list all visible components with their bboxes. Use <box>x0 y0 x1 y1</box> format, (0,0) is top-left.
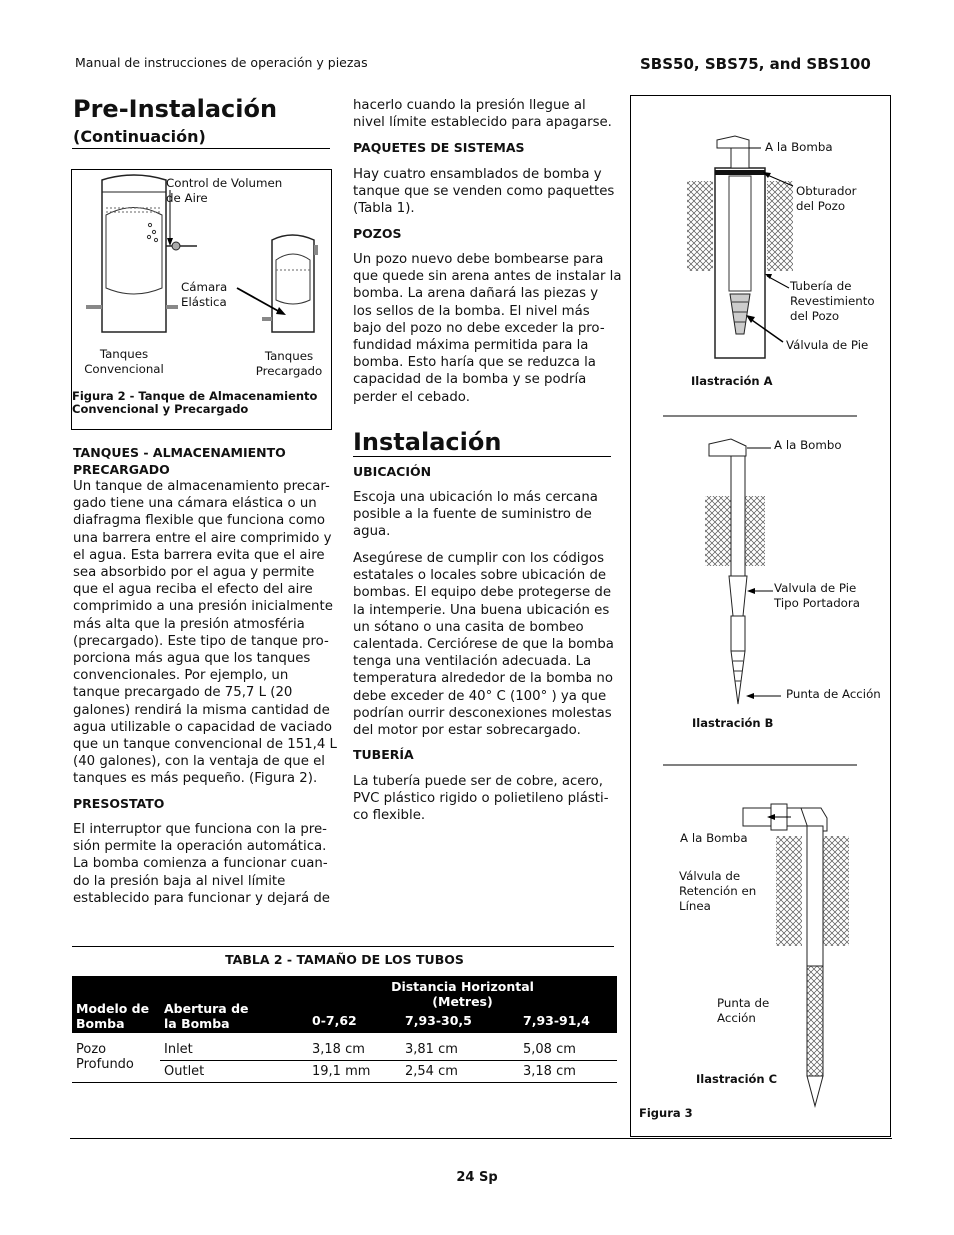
row-outlet-v2: 2,54 cm <box>405 1064 458 1079</box>
tanques-text-line: convencionales. Por ejemplo, un <box>73 668 289 684</box>
paquetes-text-line: tanque que se venden como paquettes <box>353 184 615 200</box>
tuberia-text-line: co flexible. <box>353 808 426 824</box>
pozos-text-line: fundidad máxima permitida para la <box>353 338 589 354</box>
tanques-text-line: (40 galones), con la ventaja de que el <box>73 754 326 770</box>
label-a-la-bombo: A la Bombo <box>774 438 842 452</box>
ubicacion-text2-line: un sótano o una casita de bombeo <box>353 619 584 635</box>
ubicacion-heading: UBICACIÓN <box>353 464 432 479</box>
ubicacion-text2-line: estatales o locales sobre ubicación de <box>353 568 607 584</box>
tanques-text-line: tanques es más pequeño. (Figura 2). <box>73 771 318 787</box>
label-obturador-2: del Pozo <box>796 199 846 213</box>
model-name-2: Profundo <box>76 1057 134 1072</box>
th-abertura-1: Abertura de <box>164 1001 249 1016</box>
label-tanques-conv-1: Tanques <box>99 347 149 361</box>
tanques-text-line: tanque precargado de 75,7 L (20 <box>73 685 293 701</box>
figure-2-box <box>71 169 332 430</box>
paquetes-text-line: Hay cuatro ensamblados de bomba y <box>353 167 602 182</box>
tanques-text-line: más alta que la presión atmosféria <box>73 616 305 632</box>
paquetes-text-line: (Tabla 1). <box>353 201 415 217</box>
figure-2-caption-2: Convencional y Precargado <box>72 402 249 416</box>
section-title-instalacion: Instalación <box>353 428 502 456</box>
presostato-text-line: establecido para funcionar y dejará de <box>73 890 330 906</box>
th-abertura-2: la Bomba <box>164 1016 230 1031</box>
tanques-text-line: comprimido a una presión inicialmente <box>73 599 333 615</box>
presostato-text-line: sión permite la operación automática. <box>73 839 327 855</box>
model-name-1: Pozo <box>76 1042 107 1057</box>
ubicacion-text2-line: podrían ourrir desconexiones molestas <box>353 705 612 721</box>
label-control-volumen-1: Control de Volumen <box>166 176 283 190</box>
row-inlet-v2: 3,81 cm <box>405 1042 458 1057</box>
tuberia-text-line: PVC plástico rigido o polietileno plásti- <box>353 791 609 807</box>
pozos-text-line: Un pozo nuevo debe bombearse para <box>353 252 604 267</box>
ubicacion-text2-line: del motor por estar sobrecargado. <box>353 723 581 739</box>
label-tuberia-rev-2: Revestimiento <box>790 294 875 308</box>
tanques-text-line: diafragma flexible que funciona como <box>73 513 326 529</box>
label-valvula-retencion-3: Línea <box>679 899 711 913</box>
pozos-text-line: los sellos de la bomba. El nivel más <box>353 303 590 319</box>
figure-3-caption: Figura 3 <box>639 1106 693 1120</box>
pipe-size-table <box>72 976 617 1083</box>
th-distancia-1: Distancia Horizontal <box>391 979 534 994</box>
section-title-preinstalacion: Pre-Instalación <box>73 95 278 123</box>
illustration-b-caption: Ilastración B <box>692 716 774 730</box>
tanques-heading-1: TANQUES - ALMACENAMIENTO <box>73 445 286 460</box>
figure-3-box <box>630 95 891 1137</box>
tanques-text-line: que el agua reciba el efecto del aire <box>73 582 313 598</box>
presostato-text-line: La bomba comienza a funcionar cuan- <box>73 856 328 872</box>
label-punta-accion-b: Punta de Acción <box>786 687 881 701</box>
ubicacion-text2-line: calentada. Cerciórese de que la bomba <box>353 637 614 653</box>
ubicacion-text2-line: temperatura alrededor de la bomba no <box>353 671 613 687</box>
pozos-text-line: capacidad de la bomba y se podría <box>353 372 587 388</box>
pozos-text-line: bomba. Esto haría que se reduzca la <box>353 355 596 371</box>
tanques-text-line: el agua. Esta barrera evita que el aire <box>73 547 325 563</box>
tanques-text-line: sea absorbido por el agua y permite <box>73 565 315 581</box>
row-outlet-v3: 3,18 cm <box>523 1064 576 1079</box>
label-valvula-retencion-2: Retención en <box>679 884 757 898</box>
th-modelo-2: Bomba <box>76 1016 125 1031</box>
th-col-2: 7,93-30,5 <box>401 1011 519 1033</box>
ubicacion-text2-line: bombas. El equipo debe protegerse de <box>353 585 612 601</box>
illustration-c-caption: Ilastración C <box>696 1072 778 1086</box>
tuberia-text-line: La tubería puede ser de cobre, acero, <box>353 774 603 789</box>
continuation-paragraph <box>353 97 612 131</box>
tanques-text-line: una barrera entre el aire comprimido y <box>73 530 332 546</box>
th-modelo-1: Modelo de <box>76 1001 150 1016</box>
ubicacion-text2-line: debe exceder de 40° C (100° ) ya que <box>353 688 607 704</box>
label-obturador-1: Obturador <box>796 184 857 198</box>
label-valvula-portadora-1: Valvula de Pie <box>774 581 857 595</box>
label-tuberia-rev-3: del Pozo <box>790 309 840 323</box>
presostato-paragraph <box>73 821 330 907</box>
pozos-text-line: bomba. La arena dañará las piezas y <box>353 286 599 302</box>
ubicacion-text2-line: tenga una ventilación adecuada. La <box>353 654 592 670</box>
presostato-heading: PRESOSTATO <box>73 796 165 811</box>
tanques-text-line: que un tanque convencional de 151,4 L <box>73 737 337 753</box>
pozos-text-line: bajo del pozo no debe exceder la pro- <box>353 320 605 336</box>
label-valvula-retencion-1: Válvula de <box>679 869 741 883</box>
label-valvula-pie: Válvula de Pie <box>786 338 869 352</box>
cont-text-line: hacerlo cuando la presión llegue al <box>353 98 586 113</box>
ubicacion-paragraph-2 <box>353 550 614 739</box>
label-tanques-pre-2: Precargado <box>255 364 323 378</box>
tuberia-heading: TUBERÍA <box>353 747 414 762</box>
label-camara-1: Cámara <box>181 280 228 294</box>
ubicacion-text1-line: agua. <box>353 524 391 540</box>
label-punta-accion-c-1: Punta de <box>717 996 770 1010</box>
row-outlet-v1: 19,1 mm <box>312 1064 371 1079</box>
tanques-text-line: (precargado). Este tipo de tanque pro- <box>73 633 329 649</box>
tanques-paragraph <box>73 478 337 788</box>
tanques-text-line: agua utilizable o capacidad de vaciado <box>73 719 333 735</box>
ubicacion-text1-line: Escoja una ubicación lo más cercana <box>353 490 598 505</box>
label-control-volumen-2: de Aire <box>166 191 208 205</box>
paquetes-heading: PAQUETES DE SISTEMAS <box>353 140 525 155</box>
row-inlet-v1: 3,18 cm <box>312 1042 365 1057</box>
figure-2-caption-1: Figura 2 - Tanque de Almacenamiento <box>72 389 318 403</box>
label-tanques-conv-2: Convencional <box>84 362 164 376</box>
table-title: TABLA 2 - TAMAÑO DE LOS TUBOS <box>225 952 464 967</box>
tuberia-paragraph <box>353 773 609 825</box>
tanques-heading-2: PRECARGADO <box>73 462 170 477</box>
pozos-text-line: perder el cebado. <box>353 389 470 405</box>
pozos-heading: POZOS <box>353 226 402 241</box>
illustration-a-caption: Ilastración A <box>691 374 773 388</box>
tanques-text-line: gado tiene una cámara elástica o un <box>73 496 317 512</box>
header-manual-title: Manual de instrucciones de operación y piezas <box>75 55 368 70</box>
label-a-la-bomba-c: A la Bomba <box>680 831 748 845</box>
row-outlet-label: Outlet <box>164 1064 205 1079</box>
label-a-la-bomba-a: A la Bomba <box>765 140 833 154</box>
ubicacion-paragraph-1 <box>353 489 598 541</box>
tanques-text-line: galones) rendirá la misma cantidad de <box>73 702 330 718</box>
header-model-numbers: SBS50, SBS75, and SBS100 <box>640 55 871 73</box>
well-illustrations <box>631 96 890 1136</box>
paquetes-paragraph <box>353 166 614 218</box>
row-inlet-v3: 5,08 cm <box>523 1042 576 1057</box>
section-subtitle-continuacion: (Continuación) <box>73 127 206 146</box>
page-number: 24 Sp <box>456 1170 498 1185</box>
pozos-paragraph <box>353 251 622 406</box>
th-col-3: 7,93-91,4 <box>519 1011 617 1033</box>
th-col-1: 0-7,62 <box>308 1011 401 1033</box>
cont-text-line: nivel límite establecido para apagarse. <box>353 115 612 131</box>
label-tuberia-rev-1: Tubería de <box>790 279 852 293</box>
row-inlet-label: Inlet <box>164 1042 193 1057</box>
th-distancia-2: (Metres) <box>432 994 493 1009</box>
label-camara-2: Elástica <box>181 295 227 309</box>
presostato-text-line: El interruptor que funciona con la pre- <box>73 822 327 837</box>
ubicacion-text2-line: Asegúrese de cumplir con los códigos <box>353 551 604 566</box>
tanques-text-line: porciona más agua que los tanques <box>73 651 311 667</box>
label-tanques-pre-1: Tanques <box>264 349 314 363</box>
tanques-text-line: Un tanque de almacenamiento precar- <box>73 479 330 494</box>
ubicacion-text2-line: la intemperie. Una buena ubicación es <box>353 602 610 618</box>
label-valvula-portadora-2: Tipo Portadora <box>774 596 860 610</box>
label-punta-accion-c-2: Acción <box>717 1011 756 1025</box>
presostato-text-line: do la presión baja al nivel límite <box>73 873 286 889</box>
pozos-text-line: que quede sin arena antes de instalar la <box>353 269 622 285</box>
ubicacion-text1-line: posible a la fuente de suministro de <box>353 507 592 523</box>
